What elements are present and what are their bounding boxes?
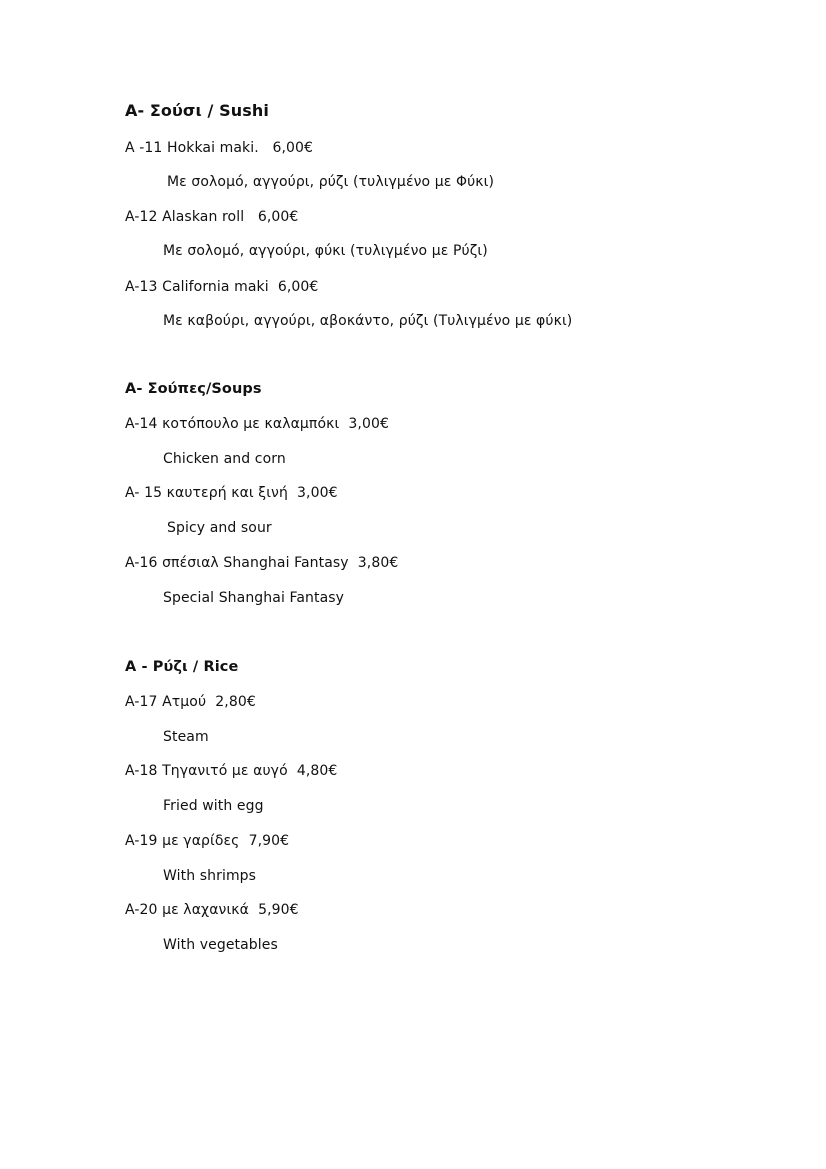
menu-item-a20: A-20 με λαχανικά 5,90€	[125, 902, 299, 918]
menu-item-a13-description: Με καβούρι, αγγούρι, αβοκάντο, ρύζι (Τυλιγμένο με φύκι)	[163, 313, 573, 329]
menu-item-a15-description: Spicy and sour	[167, 520, 272, 536]
menu-item-a17-description: Steam	[163, 729, 209, 745]
menu-item-a12: A-12 Alaskan roll 6,00€	[125, 209, 299, 225]
menu-item-a14: A-14 κοτόπουλο με καλαμπόκι 3,00€	[125, 416, 389, 432]
section-heading-rice: A - Ρύζι / Rice	[125, 659, 239, 675]
menu-item-a11-description: Με σολομό, αγγούρι, ρύζι (τυλιγμένο με Φύκι)	[167, 174, 495, 190]
menu-item-a18-description: Fried with egg	[163, 798, 264, 814]
menu-item-a12-description: Με σολομό, αγγούρι, φύκι (τυλιγμένο με Ρύζι)	[163, 243, 488, 259]
menu-item-a16: A-16 σπέσιαλ Shanghai Fantasy 3,80€	[125, 555, 399, 571]
menu-item-a20-description: With vegetables	[163, 937, 278, 953]
section-heading-sushi: A- Σούσι / Sushi	[125, 101, 269, 120]
menu-item-a11: A -11 Hokkai maki. 6,00€	[125, 140, 314, 156]
section-heading-soups: A- Σούπες/Soups	[125, 381, 262, 397]
menu-item-a14-description: Chicken and corn	[163, 451, 286, 467]
menu-item-a16-description: Special Shanghai Fantasy	[163, 590, 345, 606]
menu-item-a18: A-18 Τηγανιτό με αυγό 4,80€	[125, 763, 338, 779]
menu-item-a17: A-17 Ατμού 2,80€	[125, 694, 256, 710]
menu-item-a19: A-19 με γαρίδες 7,90€	[125, 833, 290, 849]
menu-item-a19-description: With shrimps	[163, 868, 257, 884]
menu-item-a15: A- 15 καυτερή και ξινή 3,00€	[125, 485, 338, 501]
menu-item-a13: A-13 California maki 6,00€	[125, 279, 319, 295]
